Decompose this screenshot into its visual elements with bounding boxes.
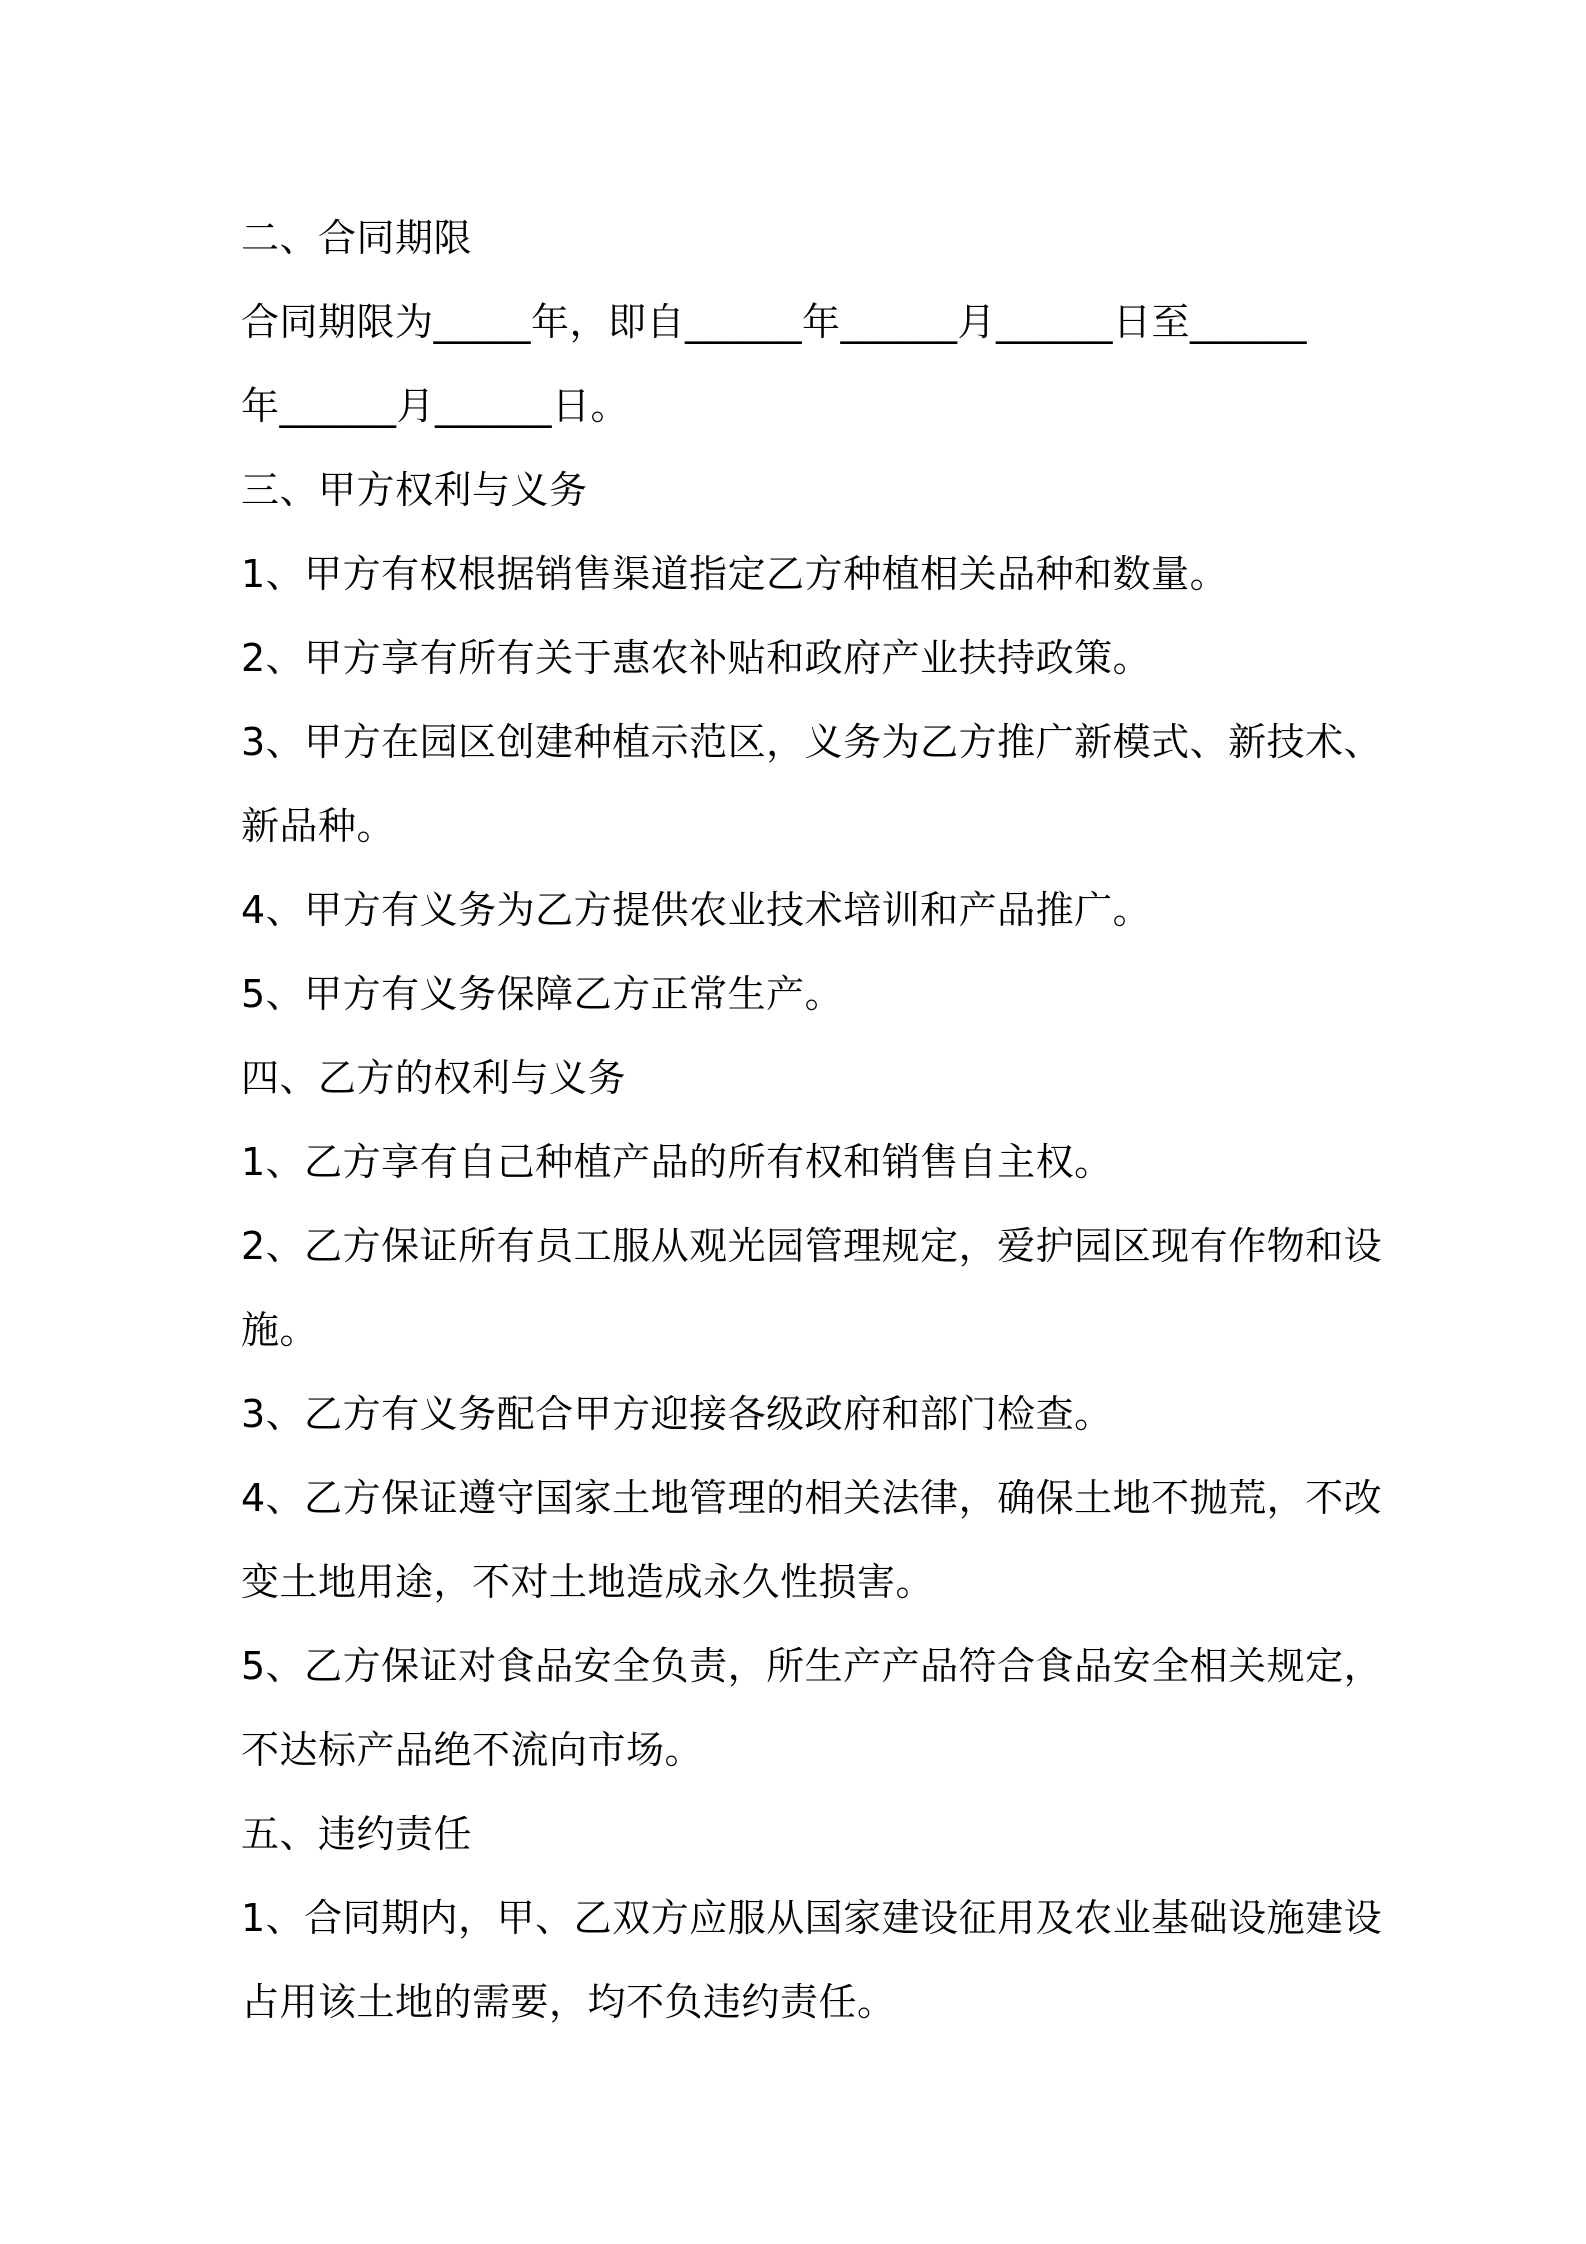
- clause-line: 5、乙方保证对食品安全负责，所生产产品符合食品安全相关规定，: [241, 1644, 1383, 1688]
- paragraph-line: 年______月______日。: [241, 384, 630, 428]
- document-body: [241, 196, 1383, 2044]
- clause-line: 2、甲方享有所有关于惠农补贴和政府产业扶持政策。: [241, 636, 1152, 680]
- section-heading-party-b: 四、乙方的权利与义务: [241, 1056, 627, 1100]
- section-heading-liability: 五、违约责任: [241, 1812, 473, 1856]
- clause-line: 1、合同期内，甲、乙双方应服从国家建设征用及农业基础设施建设: [241, 1896, 1383, 1940]
- section-heading-term: 二、合同期限: [241, 216, 473, 260]
- clause-line: 3、乙方有义务配合甲方迎接各级政府和部门检查。: [241, 1392, 1113, 1436]
- section-heading-party-a: 三、甲方权利与义务: [241, 468, 588, 512]
- clause-line: 4、乙方保证遵守国家土地管理的相关法律，确保土地不抛荒，不改: [241, 1476, 1383, 1520]
- clause-line: 4、甲方有义务为乙方提供农业技术培训和产品推广。: [241, 888, 1152, 932]
- clause-line: 5、甲方有义务保障乙方正常生产。: [241, 972, 844, 1016]
- clause-line: 1、乙方享有自己种植产品的所有权和销售自主权。: [241, 1140, 1113, 1184]
- clause-line: 不达标产品绝不流向市场。: [241, 1728, 704, 1772]
- clause-line: 施。: [241, 1308, 319, 1352]
- clause-line: 占用该土地的需要，均不负违约责任。: [241, 1980, 896, 2024]
- clause-line: 新品种。: [241, 804, 396, 848]
- clause-line: 1、甲方有权根据销售渠道指定乙方种植相关品种和数量。: [241, 552, 1229, 596]
- clause-line: 3、甲方在园区创建种植示范区，义务为乙方推广新模式、新技术、: [241, 720, 1383, 764]
- clause-line: 2、乙方保证所有员工服从观光园管理规定，爱护园区现有作物和设: [241, 1224, 1383, 1268]
- clause-line: 变土地用途，不对土地造成永久性损害。: [241, 1560, 935, 1604]
- paragraph-line: 合同期限为_____年，即自______年______月______日至______: [241, 300, 1308, 344]
